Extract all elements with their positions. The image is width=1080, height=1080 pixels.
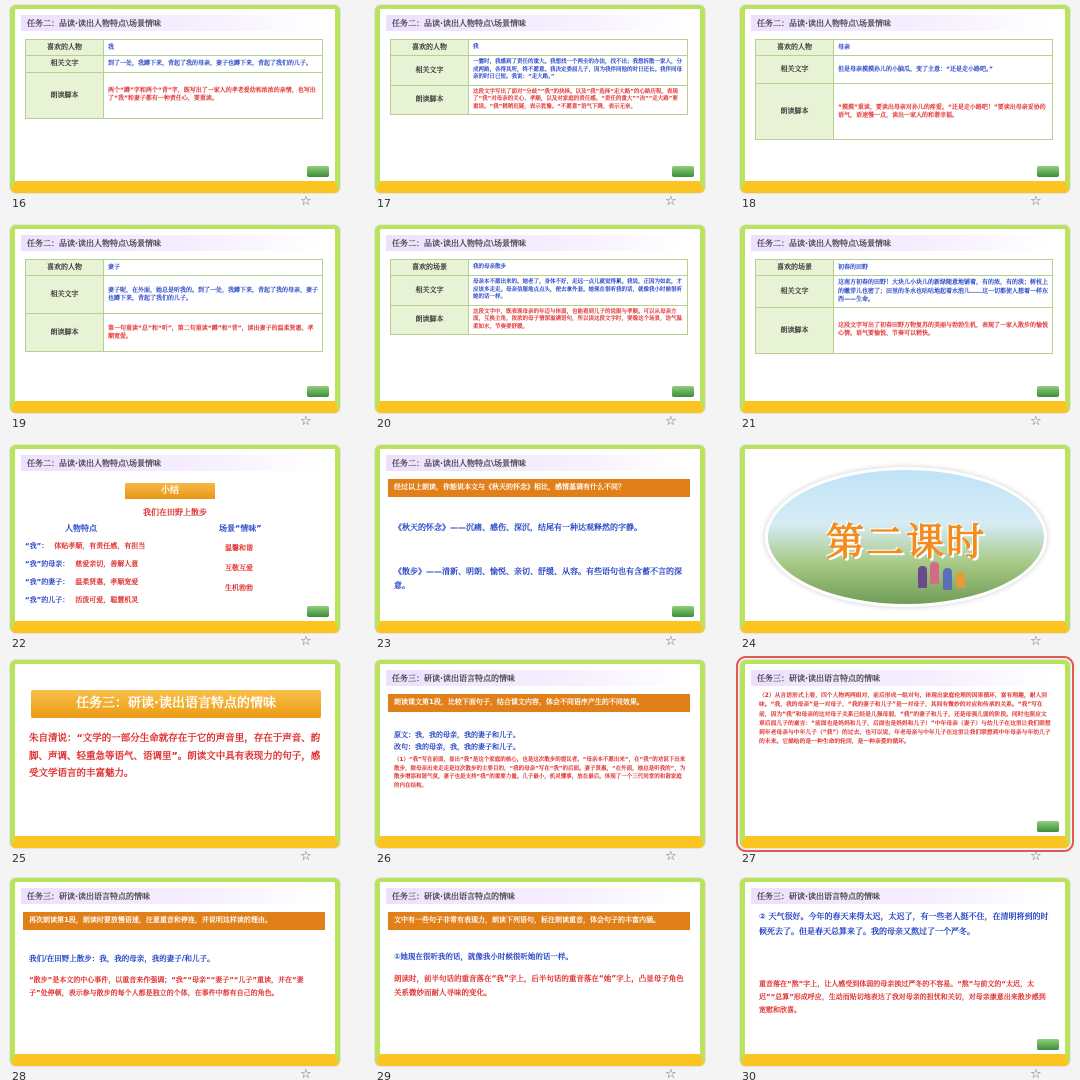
slide bbox=[375, 5, 705, 193]
logo-icon bbox=[1036, 820, 1060, 833]
star-icon[interactable]: ☆ bbox=[1030, 1067, 1042, 1080]
table-value: 这段文字写出了面对“分歧”“我”的抉择。以及“我”选择“走大路”的心路历程。表现了“我”对母亲的关心、孝顺，以及对家庭的责任感。“责任的重大”“决”“走大路”要重读。“我”稍稍迟疑，表示犹豫。“不愿意”语气下降，表示无奈。 bbox=[469, 85, 688, 114]
row-label: “我”的儿子： bbox=[25, 596, 70, 604]
altered-sentence: 改句：我的母亲，我，我的妻子和儿子。 bbox=[394, 743, 520, 751]
star-icon[interactable]: ☆ bbox=[300, 414, 312, 429]
original-sentence: 原文：我，我的母亲，我的妻子和儿子。 bbox=[394, 731, 520, 739]
paragraph: 《散步》——清新、明朗、愉悦、亲切、舒缓、从容。有些语句也有含蓄不言的深意。 bbox=[394, 567, 682, 590]
info-table bbox=[25, 39, 323, 119]
table-key: 喜欢的场景 bbox=[756, 260, 834, 276]
table-value: 妻子 bbox=[104, 260, 323, 276]
logo-icon bbox=[306, 165, 330, 178]
slide bbox=[10, 225, 340, 413]
slide-number: 28 bbox=[12, 1070, 26, 1080]
slide-header: 任务二：品读·读出人物特点\场景情味 bbox=[21, 15, 321, 31]
slide-header: 任务二：品读·读出人物特点\场景情味 bbox=[386, 455, 686, 471]
slide-number: 18 bbox=[742, 197, 756, 210]
column-heading: 人物特点 bbox=[65, 524, 97, 533]
row-label: “我”： bbox=[25, 542, 49, 550]
slide-number: 16 bbox=[12, 197, 26, 210]
slide-thumb-25[interactable] bbox=[10, 660, 340, 870]
star-icon[interactable]: ☆ bbox=[300, 194, 312, 209]
slide-number: 25 bbox=[12, 852, 26, 865]
row-desc: 活泼可爱，聪慧机灵 bbox=[75, 596, 139, 604]
slide-thumb-28[interactable] bbox=[10, 878, 340, 1080]
star-icon[interactable]: ☆ bbox=[300, 849, 312, 864]
column-heading: 场景“情味” bbox=[219, 524, 262, 533]
table-key: 朗读脚本 bbox=[391, 85, 469, 114]
reading-line: ①她现在很听我的话，就像我小时候很听她的话一样。 bbox=[394, 952, 573, 961]
slide-number: 21 bbox=[742, 417, 756, 430]
table-value: 这段文字写出了初春田野万物复苏的美丽与勃勃生机，表现了一家人散步的愉悦心情。语气要愉悦，节奏可以稍快。 bbox=[834, 307, 1053, 353]
table-key: 喜欢的人物 bbox=[26, 40, 104, 56]
table-key: 喜欢的人物 bbox=[391, 40, 469, 56]
logo-icon bbox=[1036, 1038, 1060, 1051]
info-table bbox=[390, 259, 688, 335]
table-value: 第一句重读“总”和“听”，第二句重读“蹲”和“背”，读出妻子的温柔贤惠、孝顺宽爱。 bbox=[104, 314, 323, 352]
slide-thumb-22[interactable] bbox=[10, 445, 340, 655]
slide-thumb-29[interactable] bbox=[375, 878, 705, 1080]
slide-header: 任务二：品读·读出人物特点\场景情味 bbox=[21, 455, 321, 471]
slide-number: 22 bbox=[12, 637, 26, 650]
slide-thumb-18[interactable] bbox=[740, 5, 1070, 215]
table-value: 我 bbox=[469, 40, 688, 56]
slide bbox=[740, 225, 1070, 413]
task-banner: 任务三：研读·读出语言特点的情味 bbox=[31, 690, 321, 718]
info-table bbox=[25, 259, 323, 352]
question-bar: 经过以上朗读，你能说本文与《秋天的怀念》相比，感情基调有什么不同？ bbox=[388, 479, 690, 497]
logo-icon bbox=[306, 385, 330, 398]
table-key: 相关文字 bbox=[391, 56, 469, 85]
star-icon[interactable]: ☆ bbox=[1030, 414, 1042, 429]
table-key: 喜欢的人物 bbox=[26, 260, 104, 276]
slide-header: 任务三：研读·读出语言特点的情味 bbox=[386, 888, 686, 904]
slide-header: 任务三：研读·读出语言特点的情味 bbox=[386, 670, 686, 686]
table-value: 这南方初春的田野！大块儿小块儿的新绿随意地铺着，有的浓，有的淡；树枝上的嫩芽儿也密了；田里的冬水也咕咕地起着水泡儿……这一切都使人想着一样东西——生命。 bbox=[834, 276, 1053, 307]
slide-header: 任务二：品读·读出人物特点\场景情味 bbox=[386, 15, 686, 31]
table-key: 相关文字 bbox=[26, 56, 104, 72]
logo-icon bbox=[671, 605, 695, 618]
slide bbox=[740, 445, 1070, 633]
slide-thumb-23[interactable] bbox=[375, 445, 705, 655]
slide-header: 任务三：研读·读出语言特点的情味 bbox=[751, 888, 1051, 904]
slide-number: 26 bbox=[377, 852, 391, 865]
paragraph: “散步”是本文的中心事件，以重音来作强调；“我”“母亲”“妻子”“儿子”重读，并在“妻子”处停顿，表示参与散步的每个人都是独立的个体，在事件中都有自己的角色。 bbox=[29, 976, 304, 997]
slide bbox=[740, 5, 1070, 193]
logo-icon bbox=[306, 605, 330, 618]
slide bbox=[375, 660, 705, 848]
table-key: 相关文字 bbox=[756, 276, 834, 307]
table-value: 这段文字中，既表现母亲的年迈与体弱，也能看到儿子的说服与孝顺。可以从母亲方面，互换主角，浓浓的母子情深溢满语句，所以读这段文字时，要像这个场景，语气温柔如水，节奏要舒缓。 bbox=[469, 305, 688, 334]
star-icon[interactable]: ☆ bbox=[665, 1067, 677, 1080]
slide bbox=[740, 660, 1070, 848]
row-desc: 温柔贤惠，孝顺宽爱 bbox=[75, 578, 139, 586]
logo-icon bbox=[1036, 385, 1060, 398]
reading-line: 我们/在田野上散步：我，我的母亲，我的妻子/和儿子。 bbox=[29, 954, 215, 963]
slide-thumb-27[interactable] bbox=[740, 660, 1070, 870]
summary-subtitle: 我们在田野上散步 bbox=[143, 508, 207, 517]
slide-header: 任务三：研读·读出语言特点的情味 bbox=[21, 888, 321, 904]
table-key: 朗读脚本 bbox=[26, 72, 104, 118]
table-value: 一霎时，我感到了责任的重大。我想找一个两全的办法，找不出；我想拆散一家人，分成两路，各得其所，终不愿意。我决定委屈儿子，因为我伴同他的时日还长。我伴同母亲的时日已短。我说：“走大路。” bbox=[469, 56, 688, 85]
paragraph: （2）从言语形式上看，四个人物两两组对，前后形成一组对句，体现出家庭伦理的因果循环，富有理趣，耐人回味。“我，我的母亲”是一对母子，“我的妻子和儿子”是一对母子，其间有微妙的对应和传承的关系。“我”写在前，因为“我”和母亲的这对母子关系已经是儿强母弱，“我”的妻子和儿子，还是母强儿弱的阶段。同时也照应文章后面儿子的童言：“前面也是妈妈和儿子，后面也是妈妈和儿子！”中年母亲（妻子）与幼儿子在这里让我们联想到年老母亲与中年儿子（“我”）的过去，也可以说，年老母亲与中年儿子在这里让我们联想到中年母亲与年幼儿子的未来。它描绘的是一种生命的轮回，是一种亲爱的循环。 bbox=[759, 693, 1051, 746]
table-key: 相关文字 bbox=[756, 56, 834, 84]
question-bar: 再次朗读第1段，朗读时要放慢语速，注意重音和停连，并说明这样读的理由。 bbox=[23, 912, 325, 930]
row-desc: 体贴孝顺，有责任感，有担当 bbox=[54, 542, 146, 550]
table-value: 但是母亲摸摸孙儿的小脑瓜，变了主意：“还是走小路吧。” bbox=[834, 56, 1053, 84]
info-table bbox=[390, 39, 688, 115]
question-bar: 文中有一些句子非常有表现力，朗读下列语句，标注朗读重音，体会句子的丰富内涵。 bbox=[388, 912, 690, 930]
table-key: 相关文字 bbox=[26, 276, 104, 314]
slide-number: 24 bbox=[742, 637, 756, 650]
slide-header: 任务三：研读·读出语言特点的情味 bbox=[751, 670, 1051, 686]
summary-row bbox=[25, 559, 138, 569]
slide-thumb-17[interactable] bbox=[375, 5, 705, 215]
table-value: 初春的田野 bbox=[834, 260, 1053, 276]
paragraph: 朗读时，前半句话的重音落在“我”字上，后半句话的重音落在“她”字上，凸显母子角色关系微妙而耐人寻味的变化。 bbox=[394, 974, 684, 997]
table-key: 朗读脚本 bbox=[756, 307, 834, 353]
paragraph: 重音落在“熬”字上，让人感受到体弱的母亲挨过严冬的不容易。“熬”与前文的“太迟，太迟”“总算”形成呼应，生动而贴切地表达了我对母亲的担忧和关切，对母亲康意出来散步感到宽慰和欣喜。 bbox=[759, 980, 1046, 1014]
star-icon[interactable]: ☆ bbox=[300, 1067, 312, 1080]
slide bbox=[10, 445, 340, 633]
info-table bbox=[755, 39, 1053, 140]
question-bar: 朗读课文第1段，比较下面句子，结合课文内容，体会不同语序产生的不同效果。 bbox=[388, 694, 690, 712]
logo-icon bbox=[671, 165, 695, 178]
slide-header: 任务二：品读·读出人物特点\场景情味 bbox=[751, 235, 1051, 251]
star-icon[interactable]: ☆ bbox=[1030, 849, 1042, 864]
star-icon[interactable]: ☆ bbox=[665, 194, 677, 209]
slide-number: 29 bbox=[377, 1070, 391, 1080]
slide-number: 17 bbox=[377, 197, 391, 210]
table-key: 喜欢的人物 bbox=[756, 40, 834, 56]
scene-label: 温馨和谐 bbox=[225, 544, 253, 552]
slide-thumb-19[interactable] bbox=[10, 225, 340, 435]
table-key: 喜欢的场景 bbox=[391, 260, 469, 276]
slide-number: 19 bbox=[12, 417, 26, 430]
slide bbox=[375, 225, 705, 413]
row-label: “我”的妻子： bbox=[25, 578, 70, 586]
table-value: 我 bbox=[104, 40, 323, 56]
star-icon[interactable]: ☆ bbox=[1030, 194, 1042, 209]
slide bbox=[10, 660, 340, 848]
slide-thumb-20[interactable] bbox=[375, 225, 705, 435]
slide-header: 任务二：品读·读出人物特点\场景情味 bbox=[751, 15, 1051, 31]
slide-thumb-26[interactable] bbox=[375, 660, 705, 870]
table-key: 朗读脚本 bbox=[391, 305, 469, 334]
paragraph: 《秋天的怀念》——沉痛、感伤、深沉，结尾有一种达观释然的字静。 bbox=[394, 523, 642, 532]
logo-icon bbox=[671, 385, 695, 398]
slide-thumb-21[interactable] bbox=[740, 225, 1070, 435]
logo-icon bbox=[1036, 165, 1060, 178]
slide-header: 任务二：品读·读出人物特点\场景情味 bbox=[386, 235, 686, 251]
table-value: 母亲本不愿出来的。她老了，身体不好，走远一点儿就觉得累。我说，正因为如此，才应该多走走。母亲信服地点点头，便去拿外套。她现在很听我的话，就像我小时候很听她的话一样。 bbox=[469, 276, 688, 305]
slide-number: 20 bbox=[377, 417, 391, 430]
slide-number: 30 bbox=[742, 1070, 756, 1080]
star-icon[interactable]: ☆ bbox=[665, 634, 677, 649]
table-value: 两个“蹲”字和两个“背”字，既写出了一家人的孝老爱幼和浓浓的亲情，也写出了“我”和妻子都有一种责任心，要重读。 bbox=[104, 72, 323, 118]
table-value: 母亲 bbox=[834, 40, 1053, 56]
table-value: “摸摸”重读，要读出母亲对孙儿的疼爱。“还是走小路吧！”要读出母亲妥协的语气，语速慢一点，读出一家人的和谐幸福。 bbox=[834, 84, 1053, 140]
slide bbox=[10, 878, 340, 1066]
slide-number: 23 bbox=[377, 637, 391, 650]
slide-thumb-30[interactable] bbox=[740, 878, 1070, 1080]
row-desc: 慈爱亲切，善解人意 bbox=[75, 560, 139, 568]
summary-title: 小结 bbox=[125, 483, 215, 499]
info-table bbox=[755, 259, 1053, 354]
star-icon[interactable]: ☆ bbox=[665, 849, 677, 864]
slide-thumb-24[interactable] bbox=[740, 445, 1070, 655]
summary-row bbox=[25, 577, 138, 587]
paragraph: ② 天气很好。今年的春天来得太迟，太迟了，有一些老人挺不住，在清明将到的时候死去了。但是春天总算来了。我的母亲又熬过了一个严冬。 bbox=[759, 912, 1049, 936]
summary-row bbox=[25, 595, 138, 605]
table-value: 我的母亲散步 bbox=[469, 260, 688, 276]
slide-number: 27 bbox=[742, 852, 756, 865]
table-value: 妻子呢，在外面，她总是听我的。到了一处，我蹲下来，背起了我的母亲，妻子也蹲下来，背起了我们的儿子。 bbox=[104, 276, 323, 314]
table-value: 到了一处，我蹲下来，背起了我的母亲，妻子也蹲下来，背起了我们的儿子。 bbox=[104, 56, 323, 72]
table-key: 朗读脚本 bbox=[26, 314, 104, 352]
table-key: 朗读脚本 bbox=[756, 84, 834, 140]
table-key: 相关文字 bbox=[391, 276, 469, 305]
star-icon[interactable]: ☆ bbox=[300, 634, 312, 649]
slide-header: 任务二：品读·读出人物特点\场景情味 bbox=[21, 235, 321, 251]
scene-label: 互敬互爱 bbox=[225, 564, 253, 572]
slide bbox=[740, 878, 1070, 1066]
slide bbox=[375, 445, 705, 633]
row-label: “我”的母亲： bbox=[25, 560, 70, 568]
star-icon[interactable]: ☆ bbox=[1030, 634, 1042, 649]
paragraph: （1）“我”写在前面，显出“我”是这个家庭的核心，也是这次散步的提议者。“母亲本不愿出来”，在“我”的劝说下出来散步，除母亲出来走走是这次散步的主要目的，“我的母亲”写在“我”的后面。妻子贤惠，“在外面，她总是听我的”，为散步增添和谐气氛，妻子也是支持“我”的重要力量。儿子最小，机灵懂事，放在最后。体现了一个三代同堂的和谐家庭的内在结构。 bbox=[394, 757, 686, 789]
paragraph: 朱自清说：“文学的一部分生命就存在于它的声音里，存在于声音、韵脚、声调、轻重急等语气、语调里”。朗读文中具有表现力的句子，感受文学语言的丰富魅力。 bbox=[29, 733, 321, 780]
lesson-title: 第二课时 bbox=[825, 519, 986, 564]
slide-thumb-16[interactable] bbox=[10, 5, 340, 215]
summary-row bbox=[25, 541, 145, 551]
slide bbox=[10, 5, 340, 193]
slide bbox=[375, 878, 705, 1066]
star-icon[interactable]: ☆ bbox=[665, 414, 677, 429]
scene-label: 生机勃勃 bbox=[225, 584, 253, 592]
